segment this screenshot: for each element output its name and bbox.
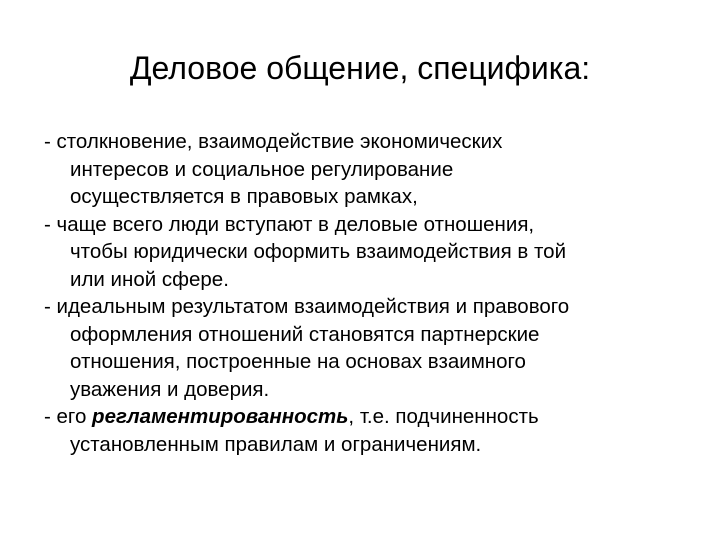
bullet-line: - чаще всего люди вступают в деловые отношения,	[44, 212, 535, 236]
bullet-line: установленным правилам и ограничениям.	[70, 432, 482, 456]
bullet-line: - столкновение, взаимодействие экономических	[44, 130, 503, 153]
bullet-text-before: - его	[44, 405, 93, 428]
bullet-line: интересов и социальное регулирование	[70, 157, 454, 181]
bullet-item-3	[44, 293, 704, 403]
bullet-line: уважения и доверия.	[70, 377, 270, 401]
bullet-item-4	[44, 403, 704, 458]
bullet-line	[44, 403, 704, 431]
bullet-line: - идеальным результатом взаимодействия и правового	[44, 295, 570, 318]
bullet-line: чтобы юридически оформить взаимодействия в той	[70, 240, 567, 263]
bullet-line: отношения, построенные на основах взаимного	[70, 350, 526, 373]
bullet-line: оформления отношений становятся партнерские	[70, 322, 540, 346]
bullet-line: осуществляется в правовых рамках,	[70, 185, 418, 208]
bullet-line: или иной сфере.	[70, 267, 229, 291]
bullet-item-1	[44, 128, 704, 211]
bullet-text-after: , т.е. подчиненность	[348, 405, 539, 428]
slide-title: Деловое общение, специфика:	[129, 50, 591, 86]
slide-body	[44, 128, 704, 458]
bullet-item-2	[44, 211, 704, 294]
emphasized-term: регламентированность	[92, 405, 349, 428]
